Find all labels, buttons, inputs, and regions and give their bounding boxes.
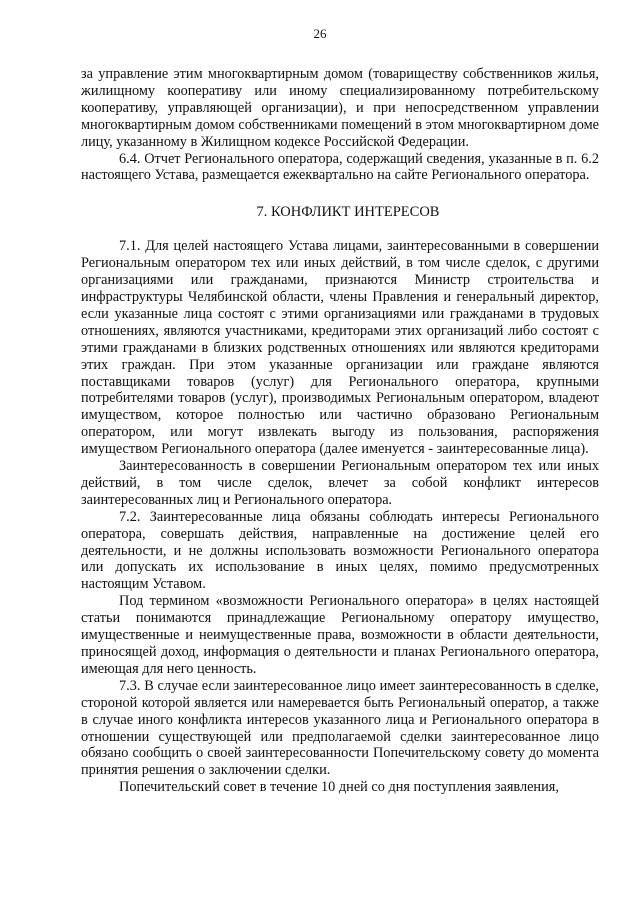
paragraph-intro: за управление этим многоквартирным домом (товариществу собственников жилья, жилищному кооперативу или иному специализированному потребительскому кооперативу, управляющей организации), и при непосредственном управлении многоквартирным домом собственниками помещений в этом многоквартирном доме лицу, указанному в Жилищном кодексе Российской Федерации. (81, 66, 599, 150)
section-heading-text: 7. КОНФЛИКТ ИНТЕРЕСОВ (256, 204, 440, 221)
page-number: 26 (313, 26, 327, 41)
paragraph-term: Под термином «возможности Регионального оператора» в целях настоящей статьи понимаются принадлежащие Региональному оператору имущество, имущественные и неимущественные права, возможности в области деятельности, приносящей доход, информация о деятельности и планах Регионального оператора, имеющая для него ценность. (81, 593, 599, 677)
document-body (81, 66, 599, 796)
paragraph-7-1: 7.1. Для целей настоящего Устава лицами, заинтересованными в совершении Региональным оператором тех или иных действий, в том числе сделок, с другими организациями или гражданами, признаются Министр строительства и инфраструктуры Челябинской области, члены Правления и генеральный директор, если указанные лица состоят с этими организациями или гражданами в трудовых отношениях, являются участниками, кредиторами этих организаций либо состоят с этими гражданами в близких родственных отношениях или являются кредиторами этих граждан. При этом указанные организации или граждане являются поставщиками товаров (услуг) для Регионального оператора, крупными потребителями товаров (услуг), производимых Региональным оператором, владеют имуществом, которое полностью или частично образовано Региональным оператором, или могут извлекать выгоду из пользования, распоряжения имуществом Регионального оператора (далее именуется - заинтересованные лица). (81, 238, 599, 458)
section-heading (81, 204, 599, 221)
paragraph-interest: Заинтересованность в совершении Региональным оператором тех или иных действий, в том числе сделок, влечет за собой конфликт интересов заинтересованных лиц и Регионального оператора. (81, 458, 599, 508)
paragraph-council: Попечительский совет в течение 10 дней со дня поступления заявления, (119, 779, 559, 796)
paragraph-6-4: 6.4. Отчет Регионального оператора, содержащий сведения, указанные в п. 6.2 настоящего Устава, размещается ежеквартально на сайте Регионального оператора. (81, 150, 599, 184)
paragraph-7-2: 7.2. Заинтересованные лица обязаны соблюдать интересы Регионального оператора, совершать действия, направленные на достижение целей его деятельности, и не должны использовать возможности Регионального оператора или допускать их использование в иных целях, помимо предусмотренных настоящим Уставом. (81, 508, 599, 593)
paragraph-7-3: 7.3. В случае если заинтересованное лицо имеет заинтересованность в сделке, стороной которой является или намеревается быть Региональный оператор, а также в случае иного конфликта интересов указанного лица и Регионального оператора в отношении существующей или предполагаемой сделки заинтересованное лицо обязано сообщить о своей заинтересованности Попечительскому совету до момента принятия решения о заключении сделки. (81, 677, 599, 779)
